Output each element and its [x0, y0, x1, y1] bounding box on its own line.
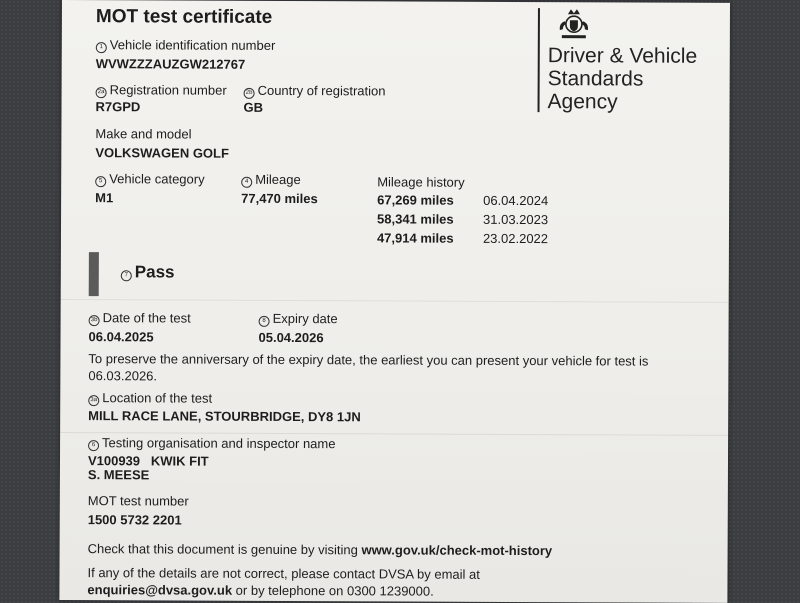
organisation-label: 6 Testing organisation and inspector name: [88, 435, 336, 452]
field-number-badge: 1: [96, 42, 107, 53]
anniversary-note-date: 06.03.2026.: [88, 368, 158, 384]
check-mot-history-link[interactable]: www.gov.uk/check-mot-history: [361, 542, 553, 559]
vin-label: 1 Vehicle identification number: [96, 37, 276, 54]
field-number-badge: 2a: [96, 87, 107, 98]
logo-divider: [538, 8, 540, 112]
inspector-name: S. MEESE: [87, 467, 150, 483]
mileage-history-date: 31.03.2023: [483, 211, 549, 228]
contact-details: enquiries@dvsa.gov.uk or by telephone on 0300 1239000.: [87, 582, 434, 599]
expiry-label: 8 Expiry date: [259, 311, 338, 327]
location-value: MILL RACE LANE, STOURBRIDGE, DY8 1JN: [88, 408, 361, 425]
test-date-value: 06.04.2025: [88, 329, 154, 345]
contact-text: If any of the details are not correct, please contact DVSA by email at: [87, 565, 480, 582]
category-label: 5 Vehicle category: [95, 171, 204, 187]
contact-email-link[interactable]: enquiries@dvsa.gov.uk: [87, 582, 233, 598]
result-marker: [89, 252, 99, 296]
category-value: M1: [95, 190, 114, 206]
field-number-badge: 3b: [89, 315, 100, 326]
mileage-history-miles: 58,341 miles: [377, 211, 454, 227]
country-label: 2b Country of registration: [244, 83, 386, 100]
field-number-badge: 4: [241, 177, 252, 188]
anniversary-note: To preserve the anniversary of the expiry date, the earliest you can present your vehicle for test is: [88, 351, 649, 369]
agency-name-line: Driver & Vehicle: [547, 44, 698, 68]
field-number-badge: 6: [88, 440, 99, 451]
expiry-value: 05.04.2026: [258, 329, 324, 346]
mileage-label: 4 Mileage: [241, 172, 301, 188]
make-model-value: VOLKSWAGEN GOLF: [95, 145, 229, 161]
field-number-badge: 7: [121, 270, 132, 281]
test-number-value: 1500 5732 2201: [87, 512, 182, 528]
field-number-badge: 2b: [244, 88, 255, 99]
mileage-history-miles: 47,914 miles: [376, 230, 454, 246]
mileage-history-miles: 67,269 miles: [377, 192, 454, 208]
document-title: MOT test certificate: [95, 6, 273, 28]
country-value: GB: [243, 99, 264, 115]
agency-name-line: Agency: [547, 90, 618, 114]
organisation-value: V100939 KWIK FIT: [87, 453, 209, 469]
location-label: 3a Location of the test: [88, 390, 212, 407]
field-number-badge: 8: [259, 316, 270, 327]
field-number-badge: 5: [95, 176, 106, 187]
registration-label: 2a Registration number: [96, 82, 227, 99]
mot-certificate-paper: [59, 0, 730, 603]
test-number-label: MOT test number: [87, 493, 189, 509]
mileage-history-label: Mileage history: [377, 174, 465, 190]
vin-value: WVWZZZAUZGW212767: [95, 56, 246, 72]
test-result: [121, 262, 175, 282]
make-model-label: Make and model: [95, 126, 192, 142]
mileage-value: 77,470 miles: [241, 190, 318, 207]
agency-name-line: Standards: [547, 67, 644, 91]
mileage-history-date: 23.02.2022: [482, 230, 549, 247]
field-number-badge: 3a: [88, 395, 99, 406]
result-text: Pass: [134, 262, 175, 282]
registration-value: R7GPD: [95, 99, 141, 115]
royal-crest-icon: [554, 8, 594, 42]
paper-fold: [61, 299, 729, 303]
check-genuine-text: Check that this document is genuine by visiting www.gov.uk/check-mot-history: [87, 541, 553, 559]
mileage-history-date: 06.04.2024: [483, 192, 549, 209]
test-date-label: 3b Date of the test: [89, 310, 191, 326]
